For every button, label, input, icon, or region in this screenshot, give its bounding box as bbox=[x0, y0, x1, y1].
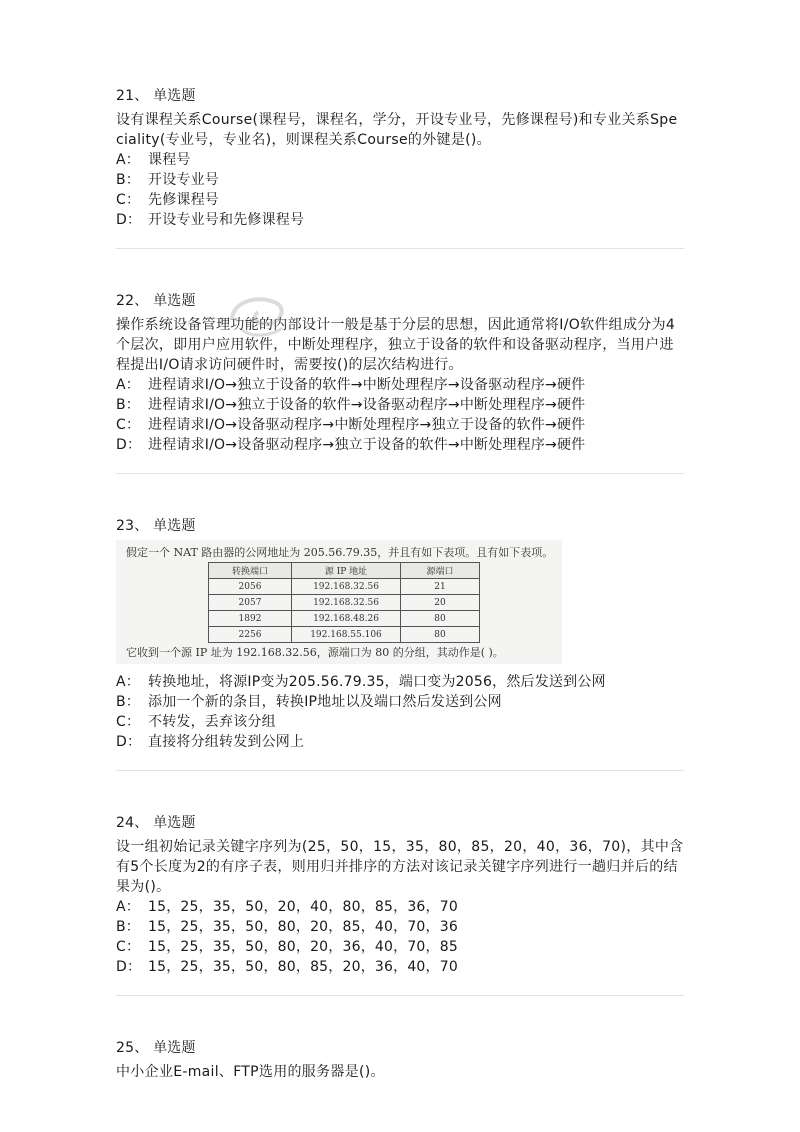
option-text: 15，25，35，50，20，40，80，85，36，70 bbox=[148, 899, 458, 915]
option-b[interactable] bbox=[116, 170, 684, 190]
table-header-cell: 源 IP 地址 bbox=[292, 563, 401, 579]
nat-figure-image bbox=[116, 540, 562, 664]
option-text: 进程请求I/O→独立于设备的软件→中断处理程序→设备驱动程序→硬件 bbox=[148, 377, 586, 393]
table-header-cell: 源端口 bbox=[401, 563, 480, 579]
option-letter: A： bbox=[116, 152, 140, 168]
option-letter: C： bbox=[116, 192, 141, 208]
option-text: 添加一个新的条目，转换IP地址以及端口然后发送到公网 bbox=[148, 694, 502, 710]
option-text: 15，25，35，50，80，20，85，40，70，36 bbox=[148, 919, 458, 935]
divider bbox=[116, 473, 684, 474]
question-23 bbox=[116, 516, 684, 771]
table-row bbox=[209, 611, 480, 627]
option-c[interactable] bbox=[116, 937, 684, 957]
table-row bbox=[209, 595, 480, 611]
option-letter: B： bbox=[116, 919, 141, 935]
question-header bbox=[116, 1038, 684, 1058]
option-d[interactable] bbox=[116, 435, 684, 455]
question-stem: 操作系统设备管理功能的内部设计一般是基于分层的思想，因此通常将I/O软件组成分为4个层次，即用户应用软件，中断处理程序，独立于设备的软件和设备驱动程序，当用户进程提出I/O请求访问硬件时，需要按()的层次结构进行。 bbox=[116, 317, 676, 373]
question-type: 单选题 bbox=[153, 293, 196, 309]
divider bbox=[116, 995, 684, 996]
table-header-row bbox=[209, 563, 480, 579]
table-cell: 20 bbox=[401, 595, 480, 611]
option-letter: D： bbox=[116, 437, 142, 453]
option-letter: C： bbox=[116, 714, 141, 730]
question-stem: 设一组初始记录关键字序列为(25，50，15，35，80，85，20，40，36，70)，其中含有5个长度为2的有序子表，则用归并排序的方法对该记录关键字序列进行一趟归并后的结果为()。 bbox=[116, 839, 684, 895]
question-separator: 、 bbox=[134, 88, 149, 104]
table-cell: 192.168.55.106 bbox=[292, 627, 401, 643]
option-text: 开设专业号 bbox=[148, 172, 219, 188]
watermark-logo-icon bbox=[222, 290, 292, 342]
table-row bbox=[209, 579, 480, 595]
question-separator: 、 bbox=[134, 1040, 149, 1056]
option-letter: A： bbox=[116, 899, 140, 915]
option-c[interactable] bbox=[116, 190, 684, 210]
option-text: 进程请求I/O→设备驱动程序→独立于设备的软件→中断处理程序→硬件 bbox=[148, 437, 586, 453]
question-number: 25 bbox=[116, 1040, 135, 1056]
nat-table bbox=[208, 562, 480, 643]
option-letter: D： bbox=[116, 959, 142, 975]
figure-footer: 它收到一个源 IP 址为 192.168.32.56，源端口为 80 的分组，其动作是( )。 bbox=[126, 646, 504, 659]
option-letter: B： bbox=[116, 397, 141, 413]
option-text: 直接将分组转发到公网上 bbox=[148, 734, 305, 750]
option-text: 进程请求I/O→设备驱动程序→中断处理程序→独立于设备的软件→硬件 bbox=[148, 417, 586, 433]
option-text: 进程请求I/O→独立于设备的软件→设备驱动程序→中断处理程序→硬件 bbox=[148, 397, 586, 413]
question-number: 21 bbox=[116, 88, 135, 104]
question-24 bbox=[116, 813, 684, 996]
question-header bbox=[116, 291, 684, 311]
question-type: 单选题 bbox=[153, 1040, 196, 1056]
table-cell: 192.168.48.26 bbox=[292, 611, 401, 627]
question-type: 单选题 bbox=[153, 815, 196, 831]
option-d[interactable] bbox=[116, 210, 684, 230]
question-number: 23 bbox=[116, 518, 135, 534]
option-a[interactable] bbox=[116, 672, 684, 692]
question-number: 24 bbox=[116, 815, 135, 831]
option-a[interactable] bbox=[116, 375, 684, 395]
option-text: 15，25，35，50，80，20，36，40，70，85 bbox=[148, 939, 458, 955]
option-text: 开设专业号和先修课程号 bbox=[148, 212, 305, 228]
table-cell: 80 bbox=[401, 627, 480, 643]
question-stem: 设有课程关系Course(课程号，课程名，学分，开设专业号，先修课程号)和专业关系Speciality(专业号，专业名)，则课程关系Course的外键是()。 bbox=[116, 112, 678, 148]
table-cell: 21 bbox=[401, 579, 480, 595]
option-d[interactable] bbox=[116, 957, 684, 977]
option-letter: B： bbox=[116, 172, 141, 188]
table-header-cell: 转换端口 bbox=[209, 563, 292, 579]
divider bbox=[116, 770, 684, 771]
figure-caption: 假定一个 NAT 路由器的公网地址为 205.56.79.35，并且有如下表项。且有如下表项。 bbox=[126, 546, 554, 559]
question-number: 22 bbox=[116, 293, 135, 309]
question-header bbox=[116, 813, 684, 833]
exam-page bbox=[116, 86, 684, 1082]
table-cell: 80 bbox=[401, 611, 480, 627]
question-header bbox=[116, 516, 684, 536]
divider bbox=[116, 248, 684, 249]
question-separator: 、 bbox=[134, 293, 149, 309]
option-text: 课程号 bbox=[148, 152, 191, 168]
table-cell: 2056 bbox=[209, 579, 292, 595]
table-row bbox=[209, 627, 480, 643]
table-cell: 192.168.32.56 bbox=[292, 579, 401, 595]
table-cell: 1892 bbox=[209, 611, 292, 627]
option-text: 15，25，35，50，80，85，20，36，40，70 bbox=[148, 959, 458, 975]
option-text: 先修课程号 bbox=[148, 192, 219, 208]
option-b[interactable] bbox=[116, 917, 684, 937]
table-cell: 2057 bbox=[209, 595, 292, 611]
option-letter: A： bbox=[116, 674, 140, 690]
question-type: 单选题 bbox=[153, 518, 196, 534]
table-cell: 192.168.32.56 bbox=[292, 595, 401, 611]
option-text: 转换地址，将源IP变为205.56.79.35，端口变为2056，然后发送到公网 bbox=[148, 674, 606, 690]
question-separator: 、 bbox=[134, 518, 149, 534]
question-25 bbox=[116, 1038, 684, 1082]
option-a[interactable] bbox=[116, 897, 684, 917]
option-letter: D： bbox=[116, 734, 142, 750]
option-b[interactable] bbox=[116, 395, 684, 415]
option-letter: C： bbox=[116, 939, 141, 955]
option-b[interactable] bbox=[116, 692, 684, 712]
question-type: 单选题 bbox=[153, 88, 196, 104]
question-header bbox=[116, 86, 684, 106]
question-21 bbox=[116, 86, 684, 249]
option-letter: B： bbox=[116, 694, 141, 710]
question-stem: 中小企业E-mail、FTP选用的服务器是()。 bbox=[116, 1064, 385, 1080]
option-text: 不转发，丢弃该分组 bbox=[148, 714, 276, 730]
question-22 bbox=[116, 291, 684, 474]
table-cell: 2256 bbox=[209, 627, 292, 643]
option-letter: A： bbox=[116, 377, 140, 393]
option-c[interactable] bbox=[116, 712, 684, 732]
option-c[interactable] bbox=[116, 415, 684, 435]
option-a[interactable] bbox=[116, 150, 684, 170]
question-separator: 、 bbox=[134, 815, 149, 831]
option-letter: D： bbox=[116, 212, 142, 228]
option-d[interactable] bbox=[116, 732, 684, 752]
option-letter: C： bbox=[116, 417, 141, 433]
